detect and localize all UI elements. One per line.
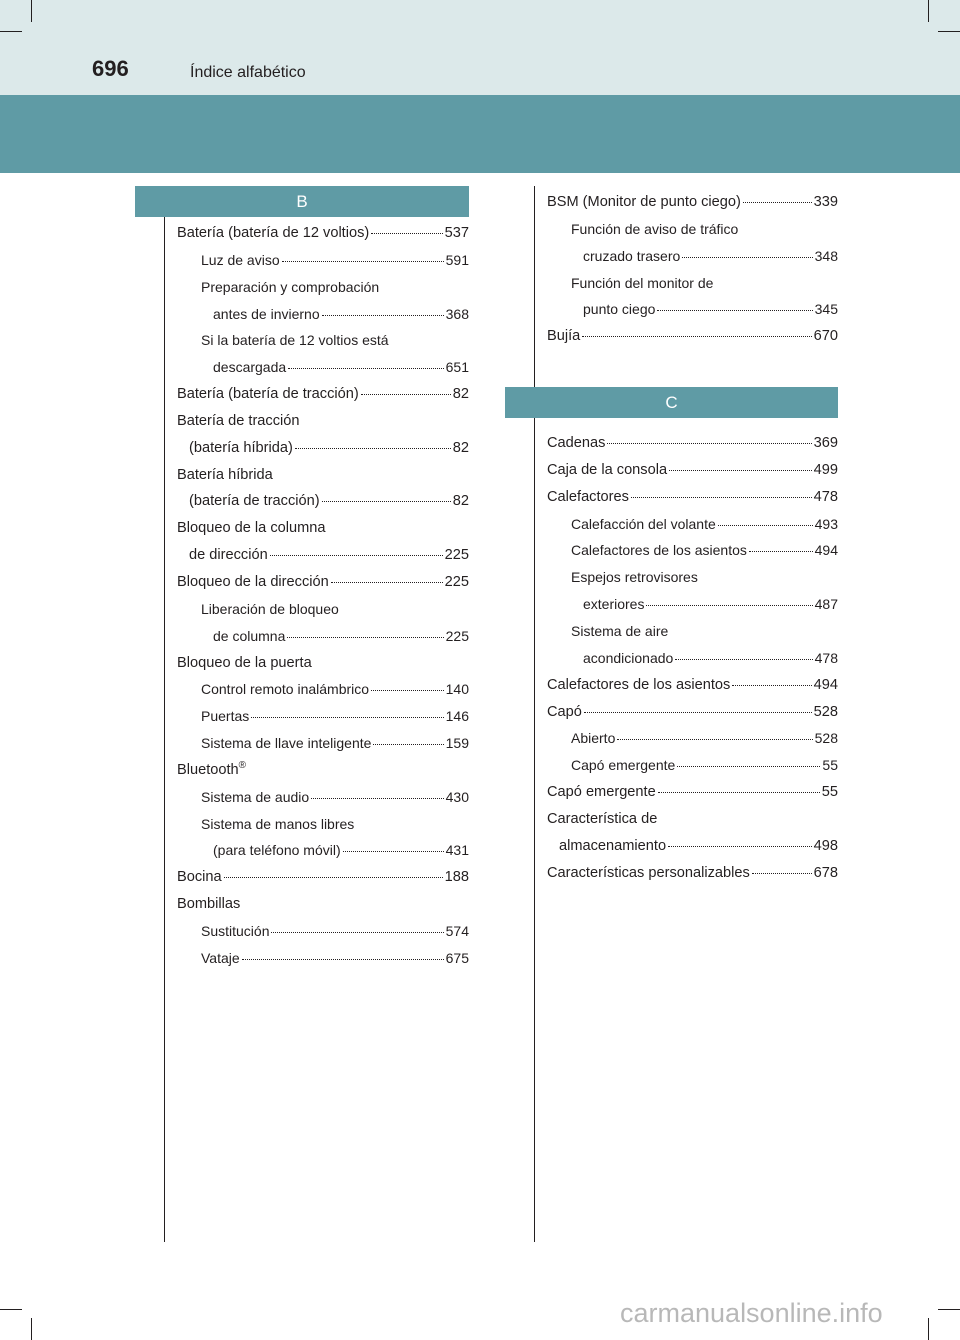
- index-entry: [177, 918, 469, 945]
- index-entry-page: 675: [445, 949, 469, 966]
- index-entry-page: 82: [452, 493, 469, 510]
- index-entry: [177, 623, 469, 650]
- dot-leader: [343, 851, 444, 852]
- index-entry-page: 498: [813, 837, 838, 854]
- index-entry-page: 188: [444, 869, 469, 886]
- dot-leader: [322, 501, 451, 502]
- index-entry: [177, 757, 469, 784]
- index-entry-page: 55: [821, 784, 838, 801]
- index-entry-term: Caja de la consola: [547, 461, 668, 478]
- index-entry-term: antes de invierno: [213, 305, 320, 322]
- index-entry-term: Batería (batería de 12 voltios): [177, 225, 370, 241]
- index-entry-page: 348: [814, 247, 838, 264]
- index-entry-page: 55: [822, 757, 838, 774]
- index-entry: [177, 435, 469, 462]
- dot-leader: [752, 873, 812, 874]
- index-entry-term: (batería híbrida): [189, 439, 293, 456]
- index-entry-page: 651: [445, 359, 469, 376]
- index-entry: [547, 457, 838, 484]
- dot-leader: [669, 470, 812, 471]
- dot-leader: [749, 551, 813, 552]
- index-entry-page: 478: [813, 488, 838, 505]
- dot-leader: [251, 717, 443, 718]
- index-entry-page: 528: [814, 730, 838, 747]
- index-entry-term: punto ciego: [583, 301, 656, 318]
- index-entry: [547, 591, 838, 618]
- index-entry-term: Bujía: [547, 328, 581, 345]
- index-entry: [177, 784, 469, 811]
- index-entry: [177, 676, 469, 703]
- index-entry-term: Capó: [547, 703, 582, 720]
- index-entry-term: Control remoto inalámbrico: [201, 681, 370, 698]
- header-accent-band: [0, 95, 960, 173]
- index-entry: [547, 618, 838, 645]
- index-entry-page: 528: [813, 703, 838, 720]
- index-entry-term: BSM (Monitor de punto ciego): [547, 194, 741, 210]
- dot-leader: [311, 798, 443, 799]
- index-entry-page: 368: [445, 305, 469, 322]
- index-column-left: [135, 186, 469, 972]
- dot-leader: [732, 685, 811, 686]
- index-entry: [177, 301, 469, 328]
- index-entry: [177, 542, 469, 569]
- index-entry-page: 678: [813, 864, 838, 881]
- running-title: Índice alfabético: [190, 64, 306, 81]
- dot-leader: [331, 582, 443, 583]
- dot-leader: [677, 766, 820, 767]
- dot-leader: [718, 525, 813, 526]
- index-entry-page: 369: [813, 435, 838, 452]
- index-entry-page: 430: [445, 788, 469, 805]
- index-entry: [177, 354, 469, 381]
- index-entry-page: 499: [813, 461, 838, 478]
- index-entry: [547, 564, 838, 591]
- index-list-b: [177, 220, 469, 972]
- dot-leader: [743, 202, 812, 203]
- index-entry-term: Si la batería de 12 voltios está: [201, 332, 389, 349]
- index-entry-page: 225: [445, 627, 469, 644]
- registered-mark: ®: [238, 759, 247, 771]
- index-entry-page: 487: [814, 596, 838, 613]
- index-entry: [547, 672, 838, 699]
- index-entry: [177, 650, 469, 677]
- dot-leader: [582, 336, 811, 337]
- dot-leader: [631, 497, 812, 498]
- index-entry: [177, 220, 469, 247]
- index-entry: [547, 296, 838, 323]
- index-entry-term: Calefacción del volante: [571, 515, 716, 532]
- dot-leader: [675, 659, 812, 660]
- index-entry: [547, 323, 838, 350]
- dot-leader: [288, 368, 443, 369]
- index-entry-page: 431: [445, 842, 469, 859]
- dot-leader: [584, 712, 812, 713]
- index-entry: [177, 891, 469, 918]
- index-entry-term: Vataje: [201, 949, 240, 966]
- index-list-c: [547, 430, 838, 886]
- index-entry: [547, 725, 838, 752]
- index-entry: [177, 327, 469, 354]
- index-entry-page: 478: [814, 649, 838, 666]
- dot-leader: [282, 261, 444, 262]
- dot-leader: [668, 846, 812, 847]
- index-entry: [547, 537, 838, 564]
- index-entry-page: 574: [445, 922, 469, 939]
- index-entry: [177, 569, 469, 596]
- dot-leader: [242, 959, 444, 960]
- index-entry-term: acondicionado: [583, 649, 674, 666]
- index-entry-term: Calefactores de los asientos: [547, 676, 731, 693]
- index-entry: [547, 779, 838, 806]
- index-entry-term: Preparación y comprobación: [201, 278, 380, 295]
- footer-watermark: carmanualsonline.info: [620, 1298, 883, 1328]
- index-entry-term: descargada: [213, 359, 287, 376]
- index-entry-term: Característica de: [547, 810, 658, 827]
- header-band: [0, 0, 960, 95]
- dot-leader: [682, 257, 812, 258]
- page-number: 696: [92, 56, 129, 81]
- index-entry-term: de columna: [213, 627, 286, 644]
- dot-leader: [361, 394, 451, 395]
- index-entry-term: Bocina: [177, 869, 222, 886]
- index-entry-term: Liberación de bloqueo: [201, 600, 339, 617]
- section-letter-c: C: [505, 387, 838, 418]
- index-entry-term: Calefactores de los asientos: [571, 542, 747, 559]
- index-entry-term: Bloqueo de la dirección: [177, 573, 329, 590]
- index-entry-term: Capó emergente: [547, 784, 656, 801]
- index-entry: [547, 243, 838, 270]
- index-entry-page: 591: [445, 251, 469, 268]
- index-entry-term: Abierto: [571, 730, 616, 747]
- index-entry-page: 494: [814, 542, 838, 559]
- crop-mark: [938, 1309, 960, 1310]
- index-entry-term: almacenamiento: [559, 837, 667, 854]
- index-entry: [547, 511, 838, 538]
- index-entry-term: Luz de aviso: [201, 251, 280, 268]
- dot-leader: [607, 443, 811, 444]
- index-entry-term: Función del monitor de: [571, 274, 714, 291]
- index-entry: [177, 515, 469, 542]
- index-entry: [177, 837, 469, 864]
- index-entry: [547, 270, 838, 297]
- crop-mark: [0, 31, 22, 32]
- crop-mark: [938, 31, 960, 32]
- dot-leader: [617, 739, 812, 740]
- dot-leader: [271, 932, 443, 933]
- dot-leader: [657, 310, 812, 311]
- index-entry-term: Sustitución: [201, 922, 270, 939]
- index-column-right: [505, 189, 838, 886]
- crop-mark: [31, 1318, 32, 1340]
- index-entry-term: Función de aviso de tráfico: [571, 220, 739, 237]
- index-entry: [547, 216, 838, 243]
- index-entry: [177, 462, 469, 489]
- index-entry-term: Bloqueo de la puerta: [177, 654, 312, 671]
- index-entry: [547, 484, 838, 511]
- dot-leader: [658, 792, 820, 793]
- dot-leader: [270, 555, 443, 556]
- index-entry: [177, 864, 469, 891]
- index-entry-page: 345: [814, 301, 838, 318]
- index-entry-term: Batería (batería de tracción): [177, 386, 359, 403]
- index-entry: [547, 699, 838, 726]
- index-entry-page: 140: [445, 681, 469, 698]
- index-entry-term: Sistema de manos libres: [201, 815, 355, 832]
- index-entry: [177, 247, 469, 274]
- index-entry-term: Sistema de audio: [201, 788, 310, 805]
- crop-mark: [928, 0, 929, 22]
- index-entry-page: 225: [444, 547, 469, 564]
- index-entry-term: Características personalizables: [547, 864, 750, 881]
- index-entry-term: cruzado trasero: [583, 247, 681, 264]
- section-letter-b: B: [135, 186, 469, 217]
- dot-leader: [371, 233, 442, 234]
- index-entry-page: 225: [444, 573, 469, 590]
- index-entry-term: Bombillas: [177, 896, 241, 913]
- index-entry-page: 493: [814, 515, 838, 532]
- index-entry-page: 82: [452, 386, 469, 403]
- crop-mark: [928, 1318, 929, 1340]
- dot-leader: [646, 605, 812, 606]
- index-entry-term: Sistema de llave inteligente: [201, 735, 372, 752]
- index-entry-term: Espejos retrovisores: [571, 569, 698, 586]
- index-entry-page: 670: [813, 328, 838, 345]
- index-entry: [177, 811, 469, 838]
- index-entry: [547, 752, 838, 779]
- index-entry: [177, 274, 469, 301]
- index-entry-term: Batería de tracción: [177, 412, 300, 429]
- crop-mark: [31, 0, 32, 22]
- dot-leader: [371, 690, 444, 691]
- index-entry: [547, 860, 838, 887]
- dot-leader: [287, 637, 443, 638]
- index-entry-page: 537: [444, 225, 469, 241]
- index-entry-term: Capó emergente: [571, 757, 676, 774]
- index-entry: [177, 730, 469, 757]
- index-entry-page: 82: [452, 439, 469, 456]
- crop-mark: [0, 1309, 22, 1310]
- index-entry-term: Sistema de aire: [571, 622, 669, 639]
- index-entry: [177, 408, 469, 435]
- index-entry: [177, 703, 469, 730]
- index-entry-term: (para teléfono móvil): [213, 842, 341, 859]
- index-entry-page: 146: [445, 708, 469, 725]
- index-entry-page: 339: [813, 194, 838, 210]
- index-entry-term: Batería híbrida: [177, 466, 273, 483]
- index-entry-term: de dirección: [189, 547, 268, 564]
- index-entry: [177, 488, 469, 515]
- index-entry-term: Puertas: [201, 708, 250, 725]
- index-list-b-continued: [547, 189, 838, 350]
- index-entry-term: Bluetooth: [177, 761, 239, 778]
- dot-leader: [295, 448, 451, 449]
- index-entry: [547, 806, 838, 833]
- index-entry-page: 494: [813, 676, 838, 693]
- index-entry: [547, 430, 838, 457]
- index-entry: [177, 945, 469, 972]
- index-entry: [547, 645, 838, 672]
- dot-leader: [322, 315, 444, 316]
- dot-leader: [373, 744, 443, 745]
- index-entry-term: exteriores: [583, 596, 645, 613]
- index-entry: [547, 189, 838, 216]
- index-entry: [547, 833, 838, 860]
- index-entry-term: (batería de tracción): [189, 493, 320, 510]
- index-entry-page: 159: [445, 735, 469, 752]
- dot-leader: [224, 877, 443, 878]
- index-entry-term: Calefactores: [547, 488, 629, 505]
- index-entry: [177, 381, 469, 408]
- index-entry-term: Cadenas: [547, 435, 606, 452]
- index-entry-term: Bloqueo de la columna: [177, 520, 326, 537]
- index-entry: [177, 596, 469, 623]
